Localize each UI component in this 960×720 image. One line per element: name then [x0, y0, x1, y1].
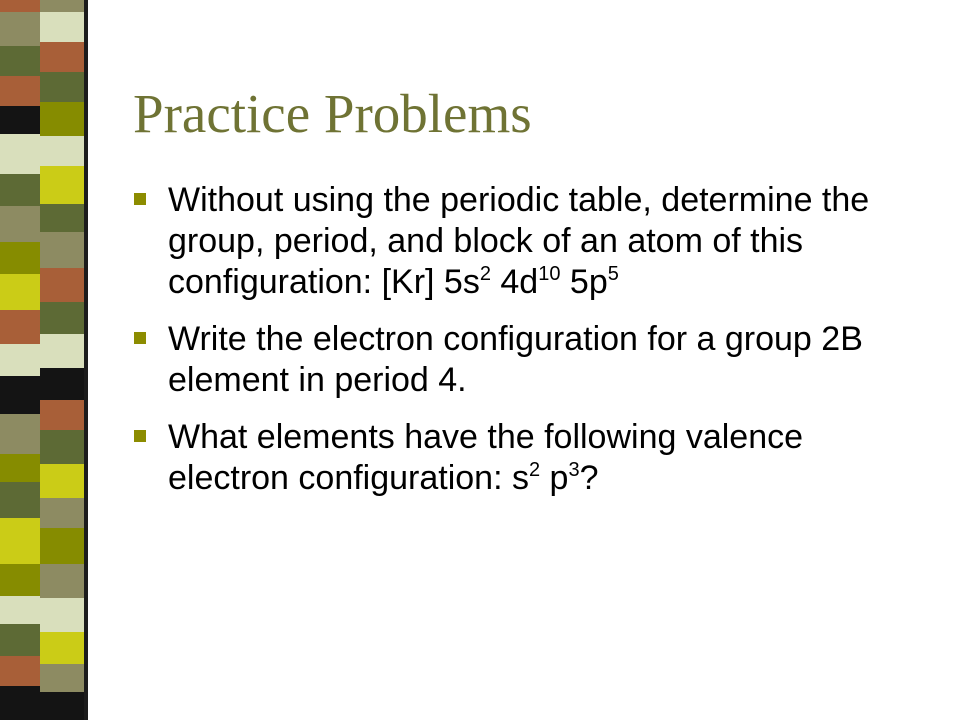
strip-block — [40, 12, 84, 42]
strip-block — [40, 692, 84, 720]
strip-block — [0, 344, 40, 376]
strip-block — [40, 42, 84, 72]
strip-block — [40, 204, 84, 232]
superscript: 3 — [568, 459, 580, 481]
strip-block — [0, 454, 40, 482]
bullet-text-1 — [168, 181, 869, 301]
bullet-3-text: ? — [579, 459, 599, 497]
bullet-1-text: 5p — [560, 263, 608, 301]
bullet-3-text: What elements have the following valence electron configuration: s — [168, 418, 804, 497]
square-bullet-icon — [134, 430, 146, 442]
strip-block — [0, 242, 40, 274]
strip-block — [40, 598, 84, 632]
bullet-list — [130, 180, 930, 499]
strip-block — [0, 206, 40, 242]
strip-block — [0, 624, 40, 656]
strip-block — [40, 334, 84, 368]
bullet-3-text: p — [540, 459, 569, 497]
strip-block — [0, 518, 40, 564]
bullet-1-text: Without using the periodic table, determine the group, period, and block of an atom of this configuration: [Kr] 5s — [168, 181, 870, 301]
strip-block — [40, 0, 84, 12]
strip-block — [40, 232, 84, 268]
strip-block — [40, 430, 84, 464]
strip-block — [0, 596, 40, 624]
superscript: 10 — [538, 263, 561, 285]
strip-block — [40, 632, 84, 664]
superscript: 5 — [607, 263, 619, 285]
superscript: 2 — [528, 459, 541, 481]
strip-block — [40, 302, 84, 334]
strip-block — [40, 102, 84, 136]
superscript: 2 — [479, 263, 491, 285]
strip-block — [0, 76, 40, 106]
bullet-text-2 — [168, 320, 863, 399]
strip-block — [0, 134, 40, 174]
bullet-2-text: Write the electron configuration for a group 2B element in period 4. — [168, 320, 863, 399]
decorative-side-strip — [0, 0, 108, 720]
strip-block — [0, 376, 40, 414]
strip-block — [40, 368, 84, 400]
strip-block — [40, 664, 84, 692]
square-bullet-icon — [134, 193, 146, 205]
strip-block — [0, 174, 40, 206]
strip-block — [40, 268, 84, 302]
strip-block — [40, 564, 84, 598]
strip-block — [40, 72, 84, 102]
strip-block — [0, 564, 40, 596]
strip-block — [40, 528, 84, 564]
square-bullet-icon — [134, 332, 146, 344]
strip-block — [0, 310, 40, 344]
strip-block — [0, 12, 40, 46]
strip-block — [0, 686, 40, 720]
strip-block — [40, 464, 84, 498]
slide-title: Practice Problems — [133, 83, 532, 144]
bullet-item-1 — [130, 180, 930, 303]
bullet-item-3 — [130, 417, 930, 499]
bullet-1-text: 4d — [490, 263, 539, 301]
strip-block — [0, 482, 40, 518]
strip-block — [40, 166, 84, 204]
strip-block — [0, 414, 40, 454]
strip-block — [40, 136, 84, 166]
strip-block — [40, 498, 84, 528]
strip-block — [0, 46, 40, 76]
strip-block — [0, 106, 40, 134]
strip-block — [0, 0, 40, 12]
strip-block — [40, 400, 84, 430]
bullet-text-3 — [168, 418, 803, 497]
strip-block — [0, 656, 40, 686]
bullet-item-2 — [130, 319, 930, 401]
strip-block — [0, 274, 40, 310]
strip-divider-line — [84, 0, 88, 720]
